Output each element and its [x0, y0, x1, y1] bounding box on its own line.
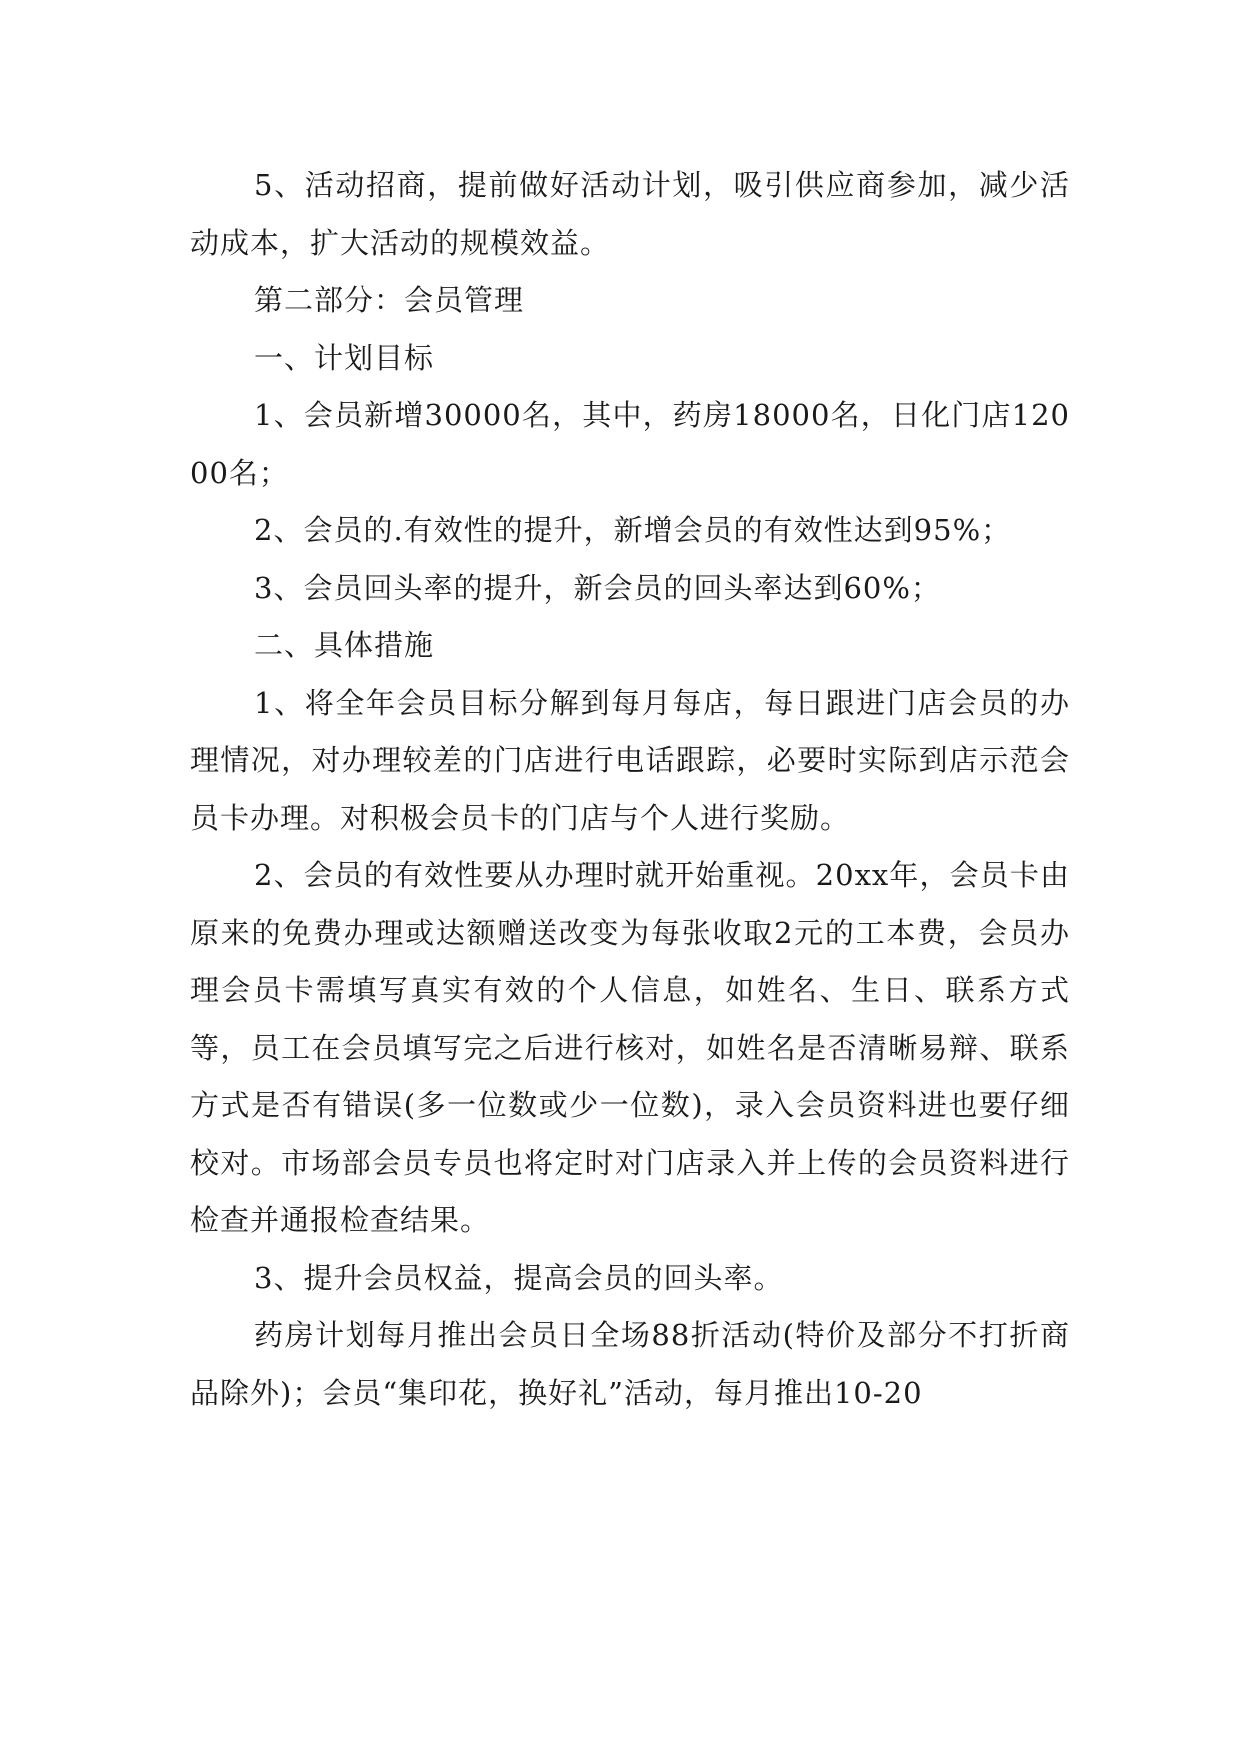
paragraph-activity-sponsorship: 5、活动招商，提前做好活动计划，吸引供应商参加，减少活动成本，扩大活动的规模效益。	[190, 168, 1070, 260]
document-body	[190, 157, 1070, 1422]
paragraph-goal-return-rate: 3、会员回头率的提升，新会员的回头率达到60%；	[254, 570, 941, 605]
paragraph-measure-benefits: 3、提升会员权益，提高会员的回头率。	[254, 1260, 784, 1295]
subheading-specific-measures: 二、具体措施	[254, 628, 435, 662]
paragraph-measure-targets: 1、将全年会员目标分解到每月每店，每日跟进门店会员的办理情况，对办理较差的门店进行电话跟踪，必要时实际到店示范会员卡办理。对积极会员卡的门店与个人进行奖励。	[190, 685, 1070, 835]
paragraph-measure-validity: 2、会员的有效性要从办理时就开始重视。20xx年，会员卡由原来的免费办理或达额赠送改变为每张收取2元的工本费，会员办理会员卡需填写真实有效的个人信息，如姓名、生日、联系方式等，员工在会员填写完之后进行核对，如姓名是否清晰易辩、联系方式是否有错误(多一位数或少一位数)，录入会员资料进也要仔细校对。市场部会员专员也将定时对门店录入并上传的会员资料进行检查并通报检查结果。	[190, 858, 1070, 1237]
section-heading-member-management: 第二部分：会员管理	[254, 283, 525, 317]
paragraph-pharmacy-plan: 药房计划每月推出会员日全场88折活动(特价及部分不打折商品除外)；会员“集印花，换好礼”活动，每月推出10-20	[190, 1318, 1070, 1410]
paragraph-goal-new-members: 1、会员新增30000名，其中，药房18000名，日化门店12000名；	[190, 398, 1070, 490]
paragraph-goal-validity: 2、会员的.有效性的提升，新增会员的有效性达到95%；	[254, 513, 1012, 547]
subheading-plan-goals: 一、计划目标	[254, 340, 435, 375]
